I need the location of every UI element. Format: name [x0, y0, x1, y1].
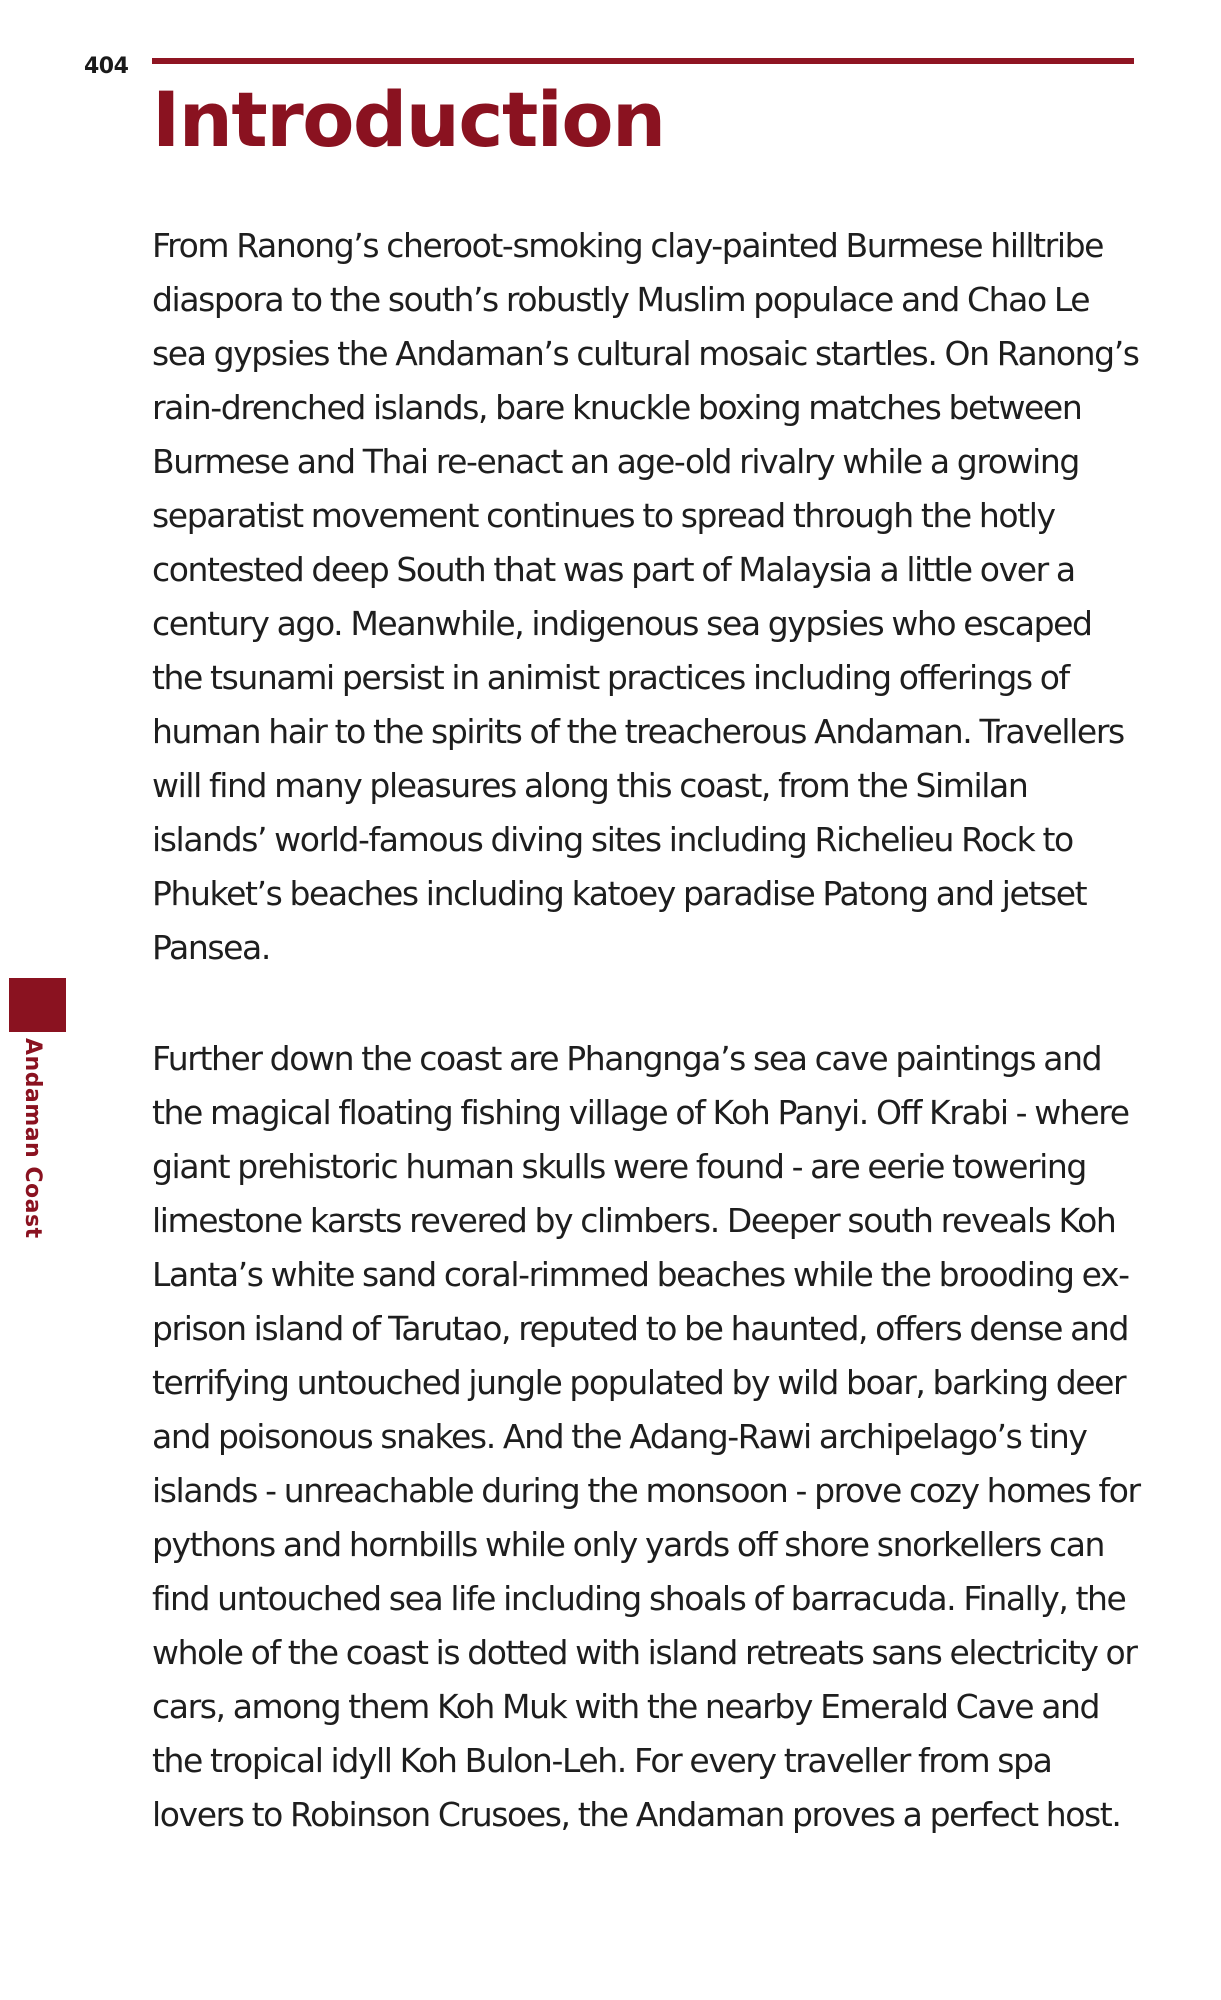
intro-paragraph-1: From Ranong’s cheroot-smoking clay-painted Burmese hilltribe diaspora to the south’s robustly Muslim populace and Chao Le sea gypsies the Andaman’s cultural mosaic startles. On Ranong’s rain-drenched islands, bare knuckle boxing matches between Burmese and Thai re-enact an age-old rivalry while a growing separatist movement continues to spread through the hotly contested deep South that was part of Malaysia a little over a century ago. Meanwhile, indigenous sea gypsies who escaped the tsunami persist in animist practices including offerings of human hair to the spirits of the treacherous Andaman. Travellers will find many pleasures along this coast, from the Similan islands’ world-famous diving sites including Richelieu Rock to Phuket’s beaches including katoey paradise Patong and jetset Pansea.: [152, 226, 1139, 967]
intro-paragraph-2: Further down the coast are Phangnga’s sea cave paintings and the magical floating fishing village of Koh Panyi. Off Krabi - where giant prehistoric human skulls were found - are eerie towering limestone karsts revered by climbers. Deeper south reveals Koh Lanta’s white sand coral-rimmed beaches while the brooding ex-prison island of Tarutao, reputed to be haunted, offers dense and terrifying untouched jungle populated by wild boar, barking deer and poisonous snakes. And the Adang-Rawi archipelago’s tiny islands - unreachable during the monsoon - prove cozy homes for pythons and hornbills while only yards off shore snorkellers can find untouched sea life including shoals of barracuda. Finally, the whole of the coast is dotted with island retreats sans electricity or cars, among them Koh Muk with the nearby Emerald Cave and the tropical idyll Koh Bulon-Leh. For every traveller from spa lovers to Robinson Crusoes, the Andaman proves a perfect host.: [152, 1039, 1140, 1834]
section-tab-marker: [9, 978, 66, 1032]
section-tab-label: Andaman Coast: [20, 1038, 45, 1239]
page-title: Introduction: [152, 75, 665, 164]
header-rule: [152, 58, 1134, 64]
page-number: 404: [84, 54, 129, 79]
